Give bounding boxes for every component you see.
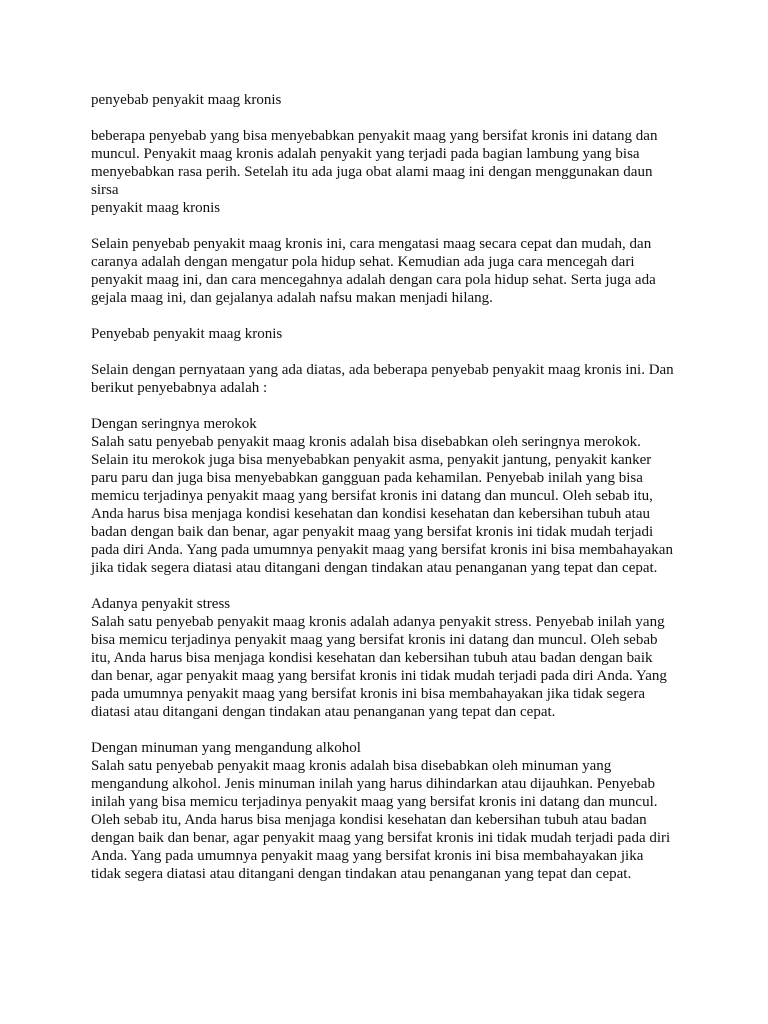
document-title: penyebab penyakit maag kronis (91, 92, 282, 108)
section-line: inilah yang bisa memicu terjadinya penyakit maag yang bersifat kronis ini datang dan muncul. (91, 794, 658, 810)
section-line: Salah satu penyebab penyakit maag kronis adalah bisa disebabkan oleh seringnya merokok. (91, 434, 641, 450)
section-line: dengan baik dan benar, agar penyakit maag yang bersifat kronis ini tidak mudah terjadi pada diri (91, 830, 671, 846)
section-line: mengandung alkohol. Jenis minuman inilah yang harus dihindarkan atau dijauhkan. Penyebab (91, 776, 656, 792)
section-subtitle: Penyebab penyakit maag kronis (91, 326, 283, 342)
section-line: memicu terjadinya penyakit maag yang bersifat kronis ini datang dan muncul. Oleh sebab itu, (91, 488, 653, 504)
paragraph-line: Selain penyebab penyakit maag kronis ini, cara mengatasi maag secara cepat dan mudah, dan (91, 236, 652, 252)
section-line: Salah satu penyebab penyakit maag kronis adalah adanya penyakit stress. Penyebab inilah yang (91, 614, 665, 630)
intro-line: menyebabkan rasa perih. Setelah itu ada juga obat alami maag ini dengan menggunakan daun (91, 164, 653, 180)
section-line: badan dengan baik dan benar, agar penyakit maag yang bersifat kronis ini tidak mudah terjadi (91, 524, 654, 540)
section-line: dan benar, agar penyakit maag yang bersifat kronis ini tidak mudah terjadi pada diri Anda. Yang (91, 668, 667, 684)
section-smoking (91, 415, 691, 577)
section-line: paru paru dan juga bisa menyebabkan gangguan pada kehamilan. Penyebab inilah yang bisa (91, 470, 643, 486)
paragraph-line: caranya adalah dengan mengatur pola hidup sehat. Kemudian ada juga cara mencegah dari (91, 254, 635, 270)
section-alcohol (91, 739, 691, 883)
section-line: itu, Anda harus bisa menjaga kondisi kesehatan dan kebersihan tubuh atau badan dengan baik (91, 650, 653, 666)
section-line: tidak segera diatasi atau ditangani dengan tindakan atau penanganan yang tepat dan cepat. (91, 866, 632, 882)
intro-paragraph (91, 127, 691, 217)
subtitle-block (91, 325, 691, 343)
section-line: pada umumnya penyakit maag yang bersifat kronis ini bisa membahayakan jika tidak segera (91, 686, 645, 702)
intro-line: beberapa penyebab yang bisa menyebabkan penyakit maag yang bersifat kronis ini datang dan (91, 128, 658, 144)
section-line: pada diri Anda. Yang pada umumnya penyakit maag yang bersifat kronis ini bisa membahayakan (91, 542, 673, 558)
section-line: Anda. Yang pada umumnya penyakit maag yang bersifat kronis ini bisa membahayakan jika (91, 848, 644, 864)
section-heading: Dengan minuman yang mengandung alkohol (91, 740, 361, 756)
paragraph-line: Selain dengan pernyataan yang ada diatas, ada beberapa penyebab penyakit maag kronis ini. Dan (91, 362, 674, 378)
section-line: diatasi atau ditangani dengan tindakan atau penanganan yang tepat dan cepat. (91, 704, 556, 720)
section-heading: Adanya penyakit stress (91, 596, 231, 612)
section-line: bisa memicu terjadinya penyakit maag yang bersifat kronis ini datang dan muncul. Oleh sebab (91, 632, 658, 648)
section-line: Anda harus bisa menjaga kondisi kesehatan dan kondisi kesehatan dan kebersihan tubuh atau (91, 506, 651, 522)
section-stress (91, 595, 691, 721)
section-heading: Dengan seringnya merokok (91, 416, 257, 432)
section-line: Selain itu merokok juga bisa menyebabkan penyakit asma, penyakit jantung, penyakit kanker (91, 452, 652, 468)
intro-line: penyakit maag kronis (91, 200, 221, 216)
section-line: jika tidak segera diatasi atau ditangani dengan tindakan atau penanganan yang tepat dan cepat. (91, 560, 658, 576)
document-page (91, 91, 691, 901)
paragraph-2 (91, 235, 691, 307)
intro-line: muncul. Penyakit maag kronis adalah penyakit yang terjadi pada bagian lambung yang bisa (91, 146, 640, 162)
paragraph-3 (91, 361, 691, 397)
document-title-block (91, 91, 691, 109)
paragraph-line: gejala maag ini, dan gejalanya adalah nafsu makan menjadi hilang. (91, 290, 493, 306)
section-line: Oleh sebab itu, Anda harus bisa menjaga kondisi kesehatan dan kebersihan tubuh atau badan (91, 812, 647, 828)
intro-line: sirsa (91, 182, 119, 198)
paragraph-line: berikut penyebabnya adalah : (91, 380, 268, 396)
paragraph-line: penyakit maag ini, dan cara mencegahnya adalah dengan cara pola hidup sehat. Serta juga ada (91, 272, 656, 288)
section-line: Salah satu penyebab penyakit maag kronis adalah bisa disebabkan oleh minuman yang (91, 758, 612, 774)
